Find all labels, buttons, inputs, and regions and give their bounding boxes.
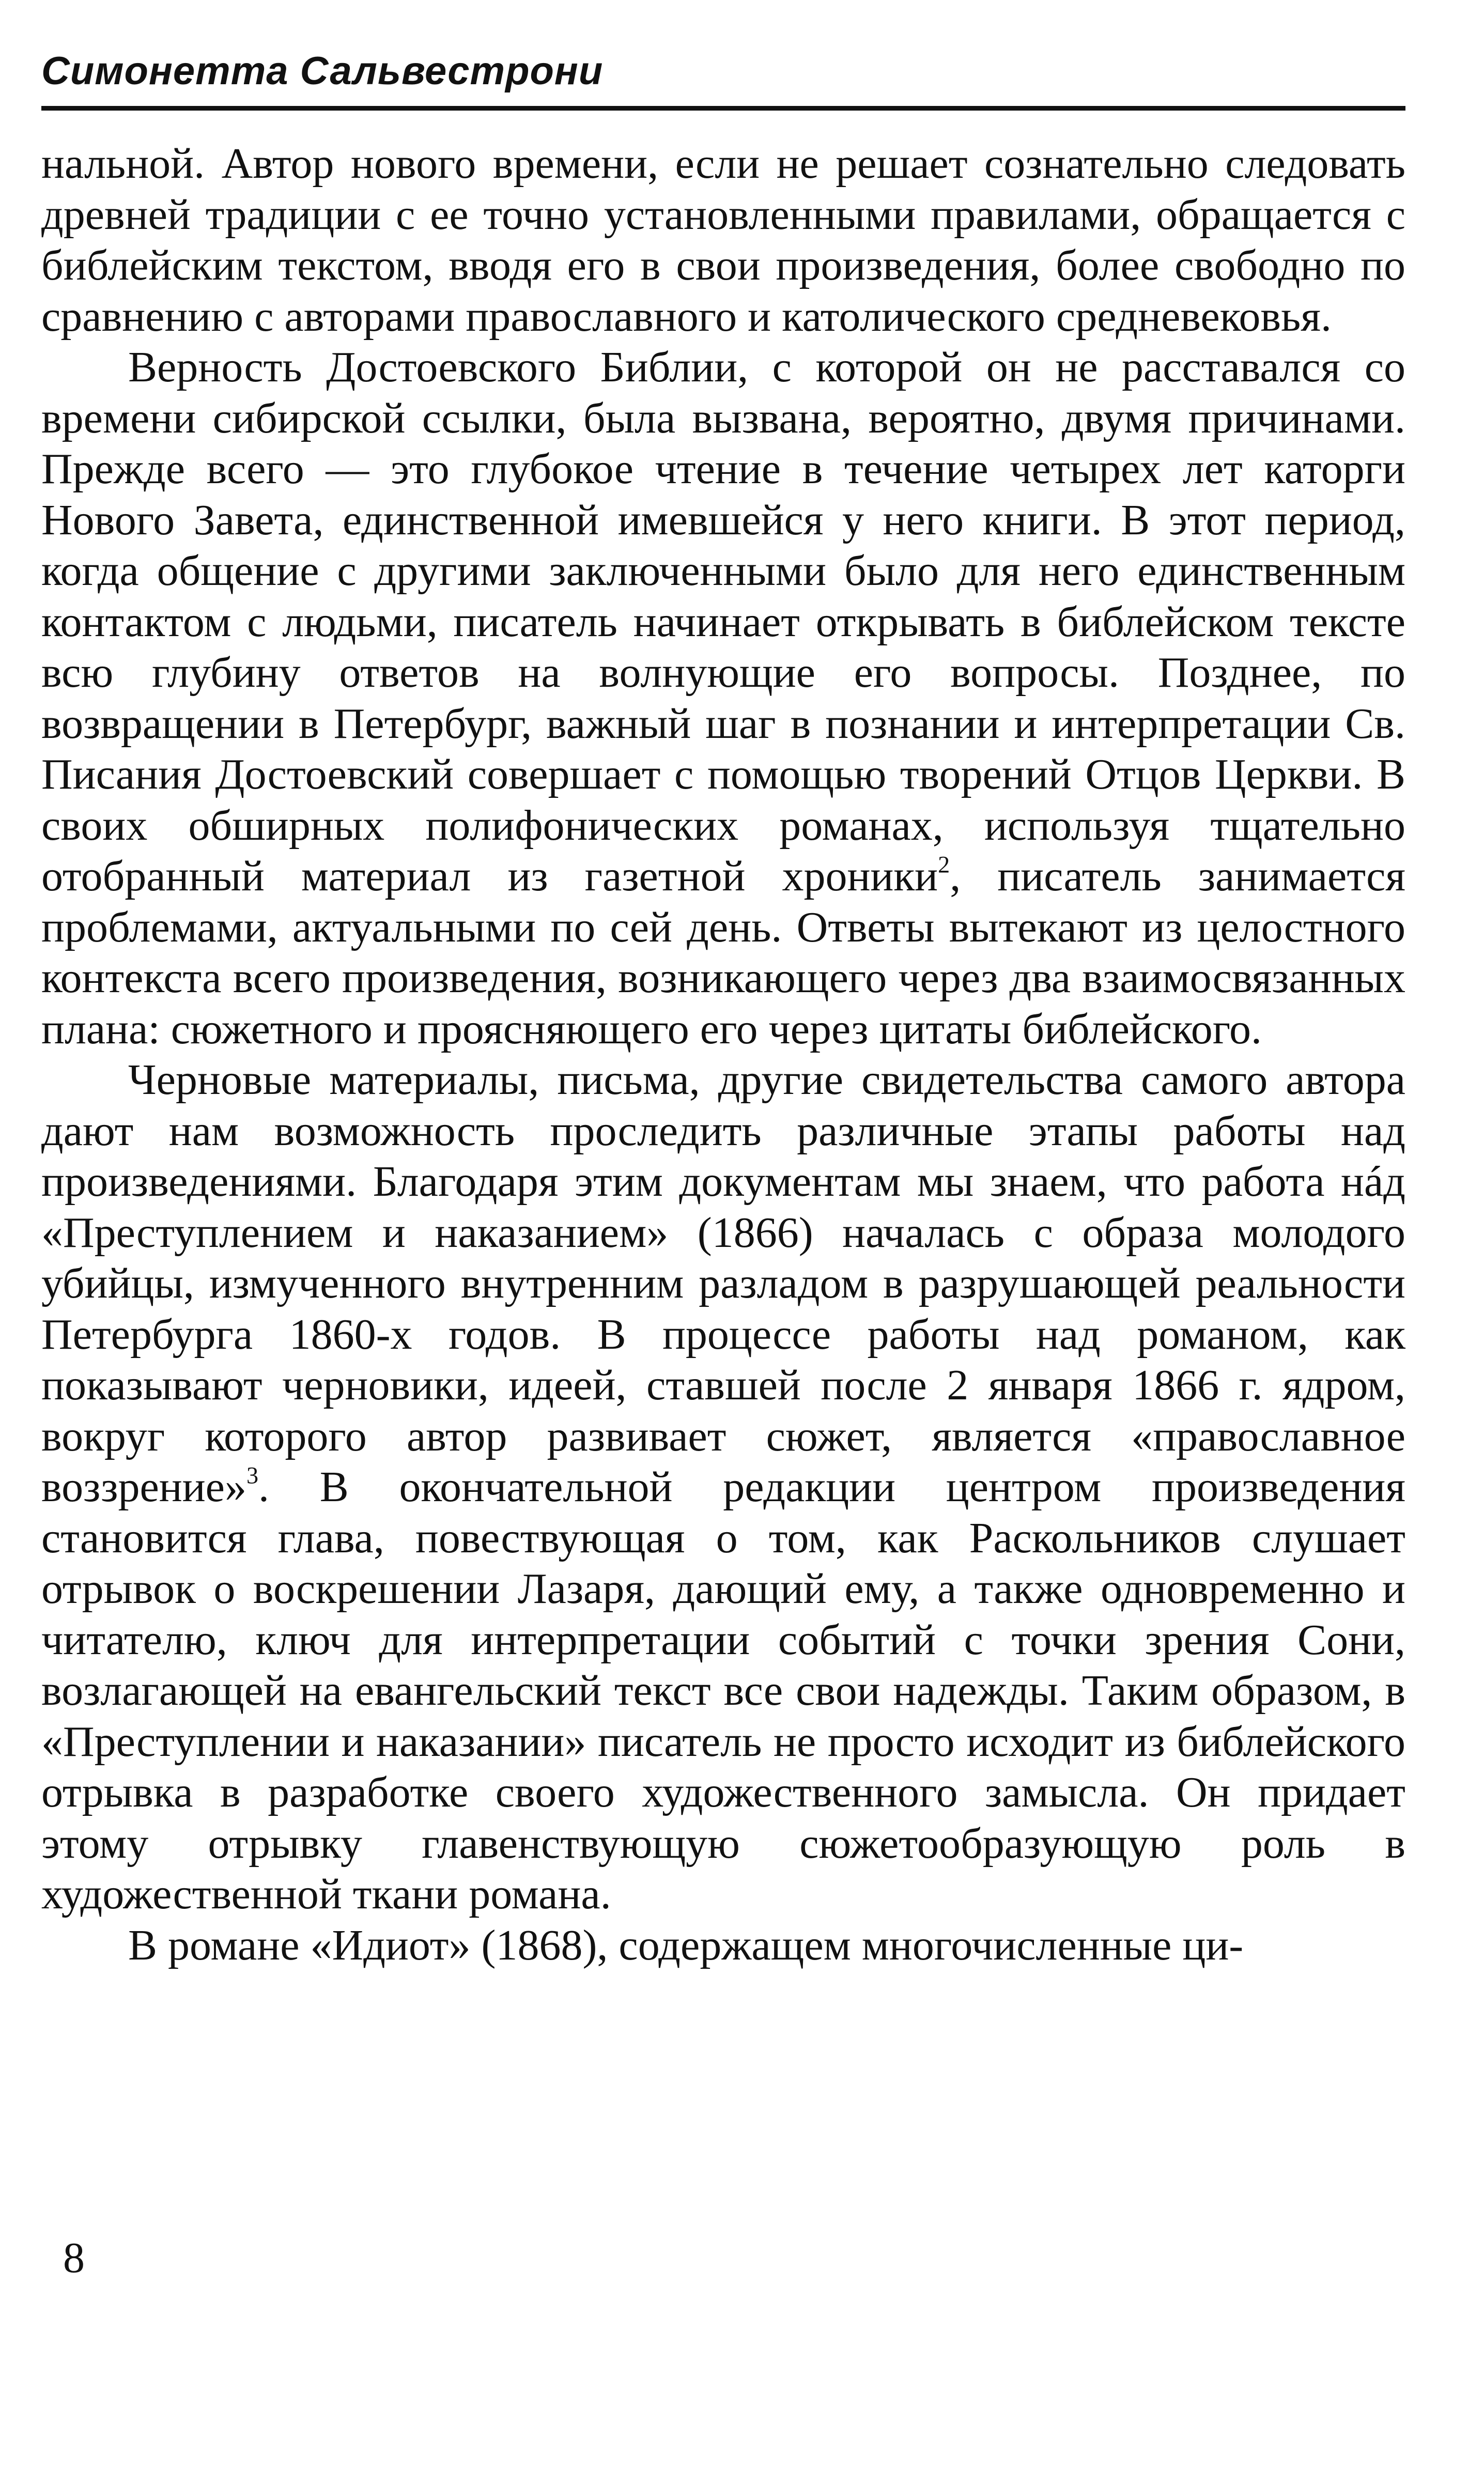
header-rule [41,106,1405,111]
running-head-author: Симонетта Сальвестрони [41,49,604,93]
footnote-ref-2: 2 [938,851,950,878]
paragraph-2-text-cont: , писатель занимается проблемами, актуальными по сей день. Ответы вытекают из целостного контекста всего произведения, возникающего через два взаимосвязанных плана: сюжетного и проясняющего его через цитаты библейского. [41,852,1405,1053]
paragraph-2 [41,342,1405,1055]
paragraph-3-text-cont: . В окончательной редакции центром произведения становится глава, повествующая о том, как Раскольников слушает отрывок о воскрешении Лазаря, дающий ему, а также одновременно и читателю, ключ для интерпретации событий с точки зрения Сони, возлагающей на евангельский текст все свои надежды. Таким образом, в «Преступлении и наказании» писатель не просто исходит из библейского отрывка в разработке своего художественного замысла. Он придает этому отрывку главенствующую сюжетообразующую роль в художественной ткани романа. [41,1463,1405,1918]
paragraph-4: В романе «Идиот» (1868), содержащем многочисленные ци- [128,1921,1244,1969]
paragraph-3-text: Черновые материалы, письма, другие свидетельства самого автора дают нам возможность проследить различные этапы работы над произведениями. Благодаря этим документам мы знаем, что работа нáд «Преступлением и наказанием» (1866) началась с образа молодого убийцы, измученного внутренним разладом в разрушающей реальности Петербурга 1860-х годов. В процессе работы над романом, как показывают черновики, идеей, ставшей после 2 января 1866 г. ядром, вокруг которого автор развивает сюжет, является «православное воззрение» [41,1056,1405,1511]
page-number: 8 [63,2234,85,2282]
body-text [41,138,1405,1971]
paragraph-1: нальной. Автор нового времени, если не решает сознательно следовать древней традиции с ее точно установленными правилами, обращается с библейским текстом, вводя его в свои произведения, более свободно по сравнению с авторами православного и католического средневековья. [41,140,1405,341]
footnote-ref-3: 3 [246,1462,259,1489]
paragraph-3 [41,1055,1405,1920]
paragraph-2-text: Верность Достоевского Библии, с которой он не расставался со времени сибирской ссылки, была вызвана, вероятно, двумя причинами. Прежде всего — это глубокое чтение в течение четырех лет каторги Нового Завета, единственной имевшейся у него книги. В этот период, когда общение с другими заключенными было для него единственным контактом с людьми, писатель начинает открывать в библейском тексте всю глубину ответов на волнующие его вопросы. Позднее, по возвращении в Петербург, важный шаг в познании и интерпретации Св. Писания Достоевский совершает с помощью творений Отцов Церкви. В своих обширных полифонических романах, используя тщательно отобранный материал из газетной хроники [41,343,1405,900]
